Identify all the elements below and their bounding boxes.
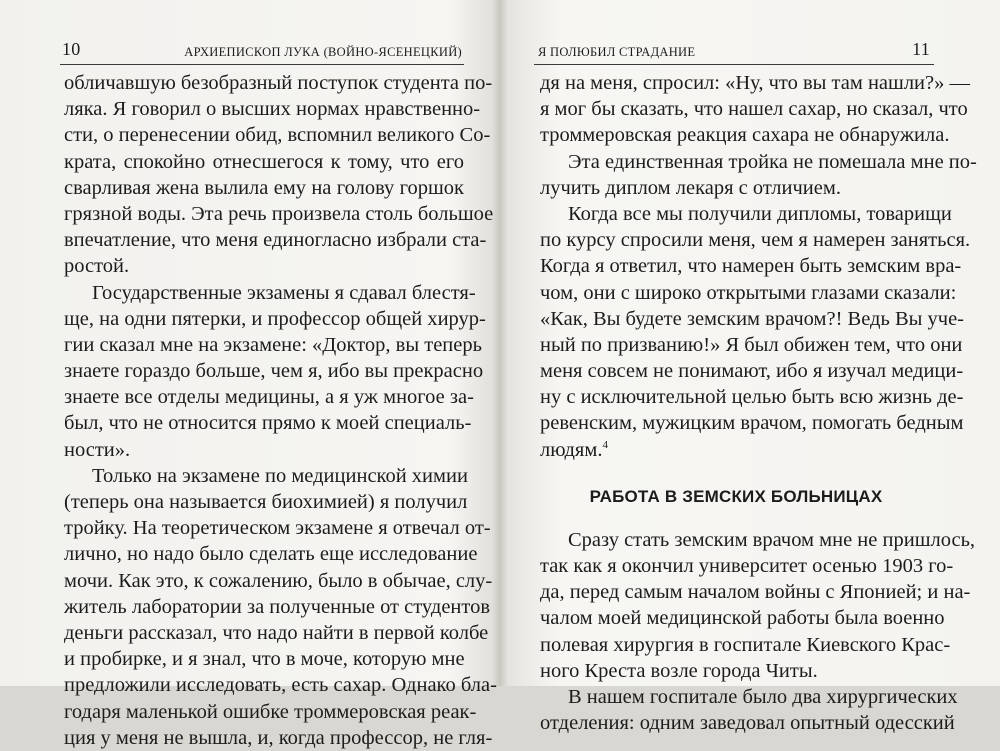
text-line-content: дя на меня, спросил: «Ну, что вы там нашли?» — xyxy=(540,72,970,94)
right-body-text xyxy=(540,70,977,736)
text-line-content: чалом моей медицинской работы была военно xyxy=(540,607,945,630)
right-page xyxy=(500,0,1000,735)
text-line-content: знаете гораздо больше, чем я, ибо вы прекрасно xyxy=(64,360,484,383)
right-running-head xyxy=(538,36,930,60)
text-line xyxy=(64,122,491,148)
text-line xyxy=(64,437,464,463)
text-line-content: мочи. Как это, к сожалению, было в обычае, слу- xyxy=(64,569,493,592)
text-line-content: Сразу стать земским врачом мне не пришлось, xyxy=(568,528,976,551)
text-line xyxy=(540,306,965,332)
text-line xyxy=(64,594,491,620)
text-line xyxy=(540,358,964,384)
text-line-content: ляка. Я говорил о высших нормах нравственно- xyxy=(64,98,481,121)
left-body-text xyxy=(64,70,497,751)
text-line-content: Государственные экзамены я сдавал блестя- xyxy=(92,281,476,304)
text-line-content: меня совсем не понимают, ибо я изучал медици- xyxy=(540,360,964,383)
right-text-after-heading xyxy=(540,527,976,737)
text-line xyxy=(540,579,971,605)
text-line xyxy=(64,96,481,122)
text-line-content: (теперь она называется биохимией) я получил xyxy=(64,491,468,513)
text-line-content: ция у меня не вышла, и, когда профессор, не гля- xyxy=(64,726,493,749)
text-line-content: знаете все отделы медицины, а я уж многое за- xyxy=(64,386,474,409)
text-line xyxy=(64,175,464,201)
text-line-content: Когда все мы получили дипломы, товарищи xyxy=(568,202,952,225)
text-line xyxy=(540,332,963,358)
left-page-number: 10 xyxy=(62,39,81,59)
text-line xyxy=(64,463,468,489)
footnote-marker: 4 xyxy=(602,438,608,451)
text-line xyxy=(540,122,950,148)
text-line xyxy=(540,437,932,463)
text-line-content: так как я окончил университет осенью 1903 го- xyxy=(540,555,954,577)
text-line-content: грязной воды. Эта речь произвела столь большое xyxy=(64,202,494,225)
text-line-content: тройку. На теоретическом экзамене я отвечал от- xyxy=(64,517,491,540)
text-line xyxy=(64,306,486,332)
text-line xyxy=(64,410,472,436)
text-line-content: годаря маленькой ошибке троммеровская реак- xyxy=(64,700,477,723)
text-line xyxy=(540,280,957,306)
right-text-before-heading xyxy=(540,70,977,463)
text-line-content: ну с исключительной целью быть всю жизнь де- xyxy=(540,386,964,409)
text-line-content: житель лаборатории за полученные от студентов xyxy=(64,595,491,618)
text-line-content: ревенским, мужицким врачом, помогать бедным xyxy=(540,412,964,435)
text-line xyxy=(540,658,932,684)
text-line xyxy=(64,515,491,541)
text-line-content: крата, спокойно отнесшегося к тому, что его xyxy=(64,150,464,173)
text-line xyxy=(64,489,468,515)
text-line-content: по курсу спросили меня, чем я намерен заняться. xyxy=(540,229,971,252)
text-line-content: лучить диплом лекаря с отличием. xyxy=(540,176,841,199)
right-header-rule xyxy=(534,64,934,65)
text-line-content: отделения: одним заведовал опытный одесский xyxy=(540,712,955,735)
text-line xyxy=(64,725,493,751)
text-line xyxy=(64,227,487,253)
text-line-content: ростой. xyxy=(64,255,130,278)
text-line xyxy=(540,175,932,201)
text-line-content: сварливая жена вылила ему на голову горшок xyxy=(64,176,464,199)
text-line xyxy=(540,410,964,436)
text-line-content: «Как, Вы будете земским врачом?! Ведь Вы уче- xyxy=(540,307,965,330)
text-line-content: троммеровская реакция сахара не обнаружила. xyxy=(540,124,950,147)
text-line xyxy=(64,568,493,594)
text-line xyxy=(540,632,951,658)
text-line xyxy=(540,553,954,579)
text-line xyxy=(64,332,482,358)
text-line-content: ного Креста возле города Читы. xyxy=(540,659,818,682)
text-line xyxy=(540,253,962,279)
text-line xyxy=(540,384,964,410)
text-line xyxy=(64,149,464,175)
text-line xyxy=(540,149,977,175)
text-line-content: лично, но надо было сделать еще исследование xyxy=(64,543,478,566)
text-line-content: гии сказал мне на экзамене: «Доктор, вы теперь xyxy=(64,333,482,356)
text-line xyxy=(64,253,464,279)
text-line-content: Эта единственная тройка не помешала мне по- xyxy=(568,150,977,173)
left-header-rule xyxy=(60,64,464,65)
text-line-content: был, что не относится прямо к моей специаль- xyxy=(64,412,472,435)
text-line-content: предложили исследовать, есть сахар. Однако бла- xyxy=(64,674,497,697)
text-line-content: ный по призванию!» Я был обижен тем, что они xyxy=(540,333,963,356)
text-line xyxy=(540,96,968,122)
right-page-number: 11 xyxy=(912,39,930,59)
text-line-content: сти, о перенесении обид, вспомнил великого Со- xyxy=(64,124,491,147)
text-line-content: и пробирке, и я знал, что в моче, которую мне xyxy=(64,648,465,671)
text-line xyxy=(540,527,976,553)
left-running-title: АРХИЕПИСКОП ЛУКА (ВОЙНО-ЯСЕНЕЦКИЙ) xyxy=(184,45,462,59)
text-line xyxy=(64,70,493,96)
text-line xyxy=(540,605,945,631)
text-line-content: В нашем госпитале было два хирургических xyxy=(568,685,958,708)
text-line-content: да, перед самым началом войны с Японией; и на- xyxy=(540,581,971,604)
text-line xyxy=(64,541,478,567)
text-line-content: обличавшую безобразный поступок студента по- xyxy=(64,72,493,94)
left-page xyxy=(0,0,500,749)
text-line xyxy=(64,280,476,306)
text-line xyxy=(64,201,494,227)
text-line-content: впечатление, что меня единогласно избрали ста- xyxy=(64,229,487,252)
right-running-title: Я ПОЛЮБИЛ СТРАДАНИЕ xyxy=(538,45,696,59)
text-line-content: ще, на одни пятерки, и профессор общей хирур- xyxy=(64,307,486,330)
text-line-content: Когда я ответил, что намерен быть земским вра- xyxy=(540,255,962,278)
text-line xyxy=(64,384,474,410)
text-line xyxy=(540,227,971,253)
text-line xyxy=(540,70,970,96)
text-line xyxy=(540,710,955,736)
text-line-content: деньги рассказал, что надо найти в первой колбе xyxy=(64,621,489,644)
text-line-content: чом, они с широко открытыми глазами сказали: xyxy=(540,281,957,304)
text-line-content: я мог бы сказать, что нашел сахар, но сказал, что xyxy=(540,98,968,121)
text-line xyxy=(64,620,489,646)
left-running-head xyxy=(62,36,462,60)
text-line xyxy=(540,684,958,710)
text-line xyxy=(64,646,464,672)
text-line xyxy=(64,699,477,725)
text-line-content: полевая хирургия в госпитале Киевского Крас- xyxy=(540,633,951,656)
text-line-content: ности». xyxy=(64,438,131,461)
text-line xyxy=(64,358,484,384)
section-heading: РАБОТА В ЗЕМСКИХ БОЛЬНИЦАХ xyxy=(589,486,883,506)
text-line xyxy=(64,672,497,698)
text-line-content: Только на экзамене по медицинской химии xyxy=(92,464,468,487)
text-line-content: людям. xyxy=(540,438,603,461)
text-line xyxy=(540,201,952,227)
